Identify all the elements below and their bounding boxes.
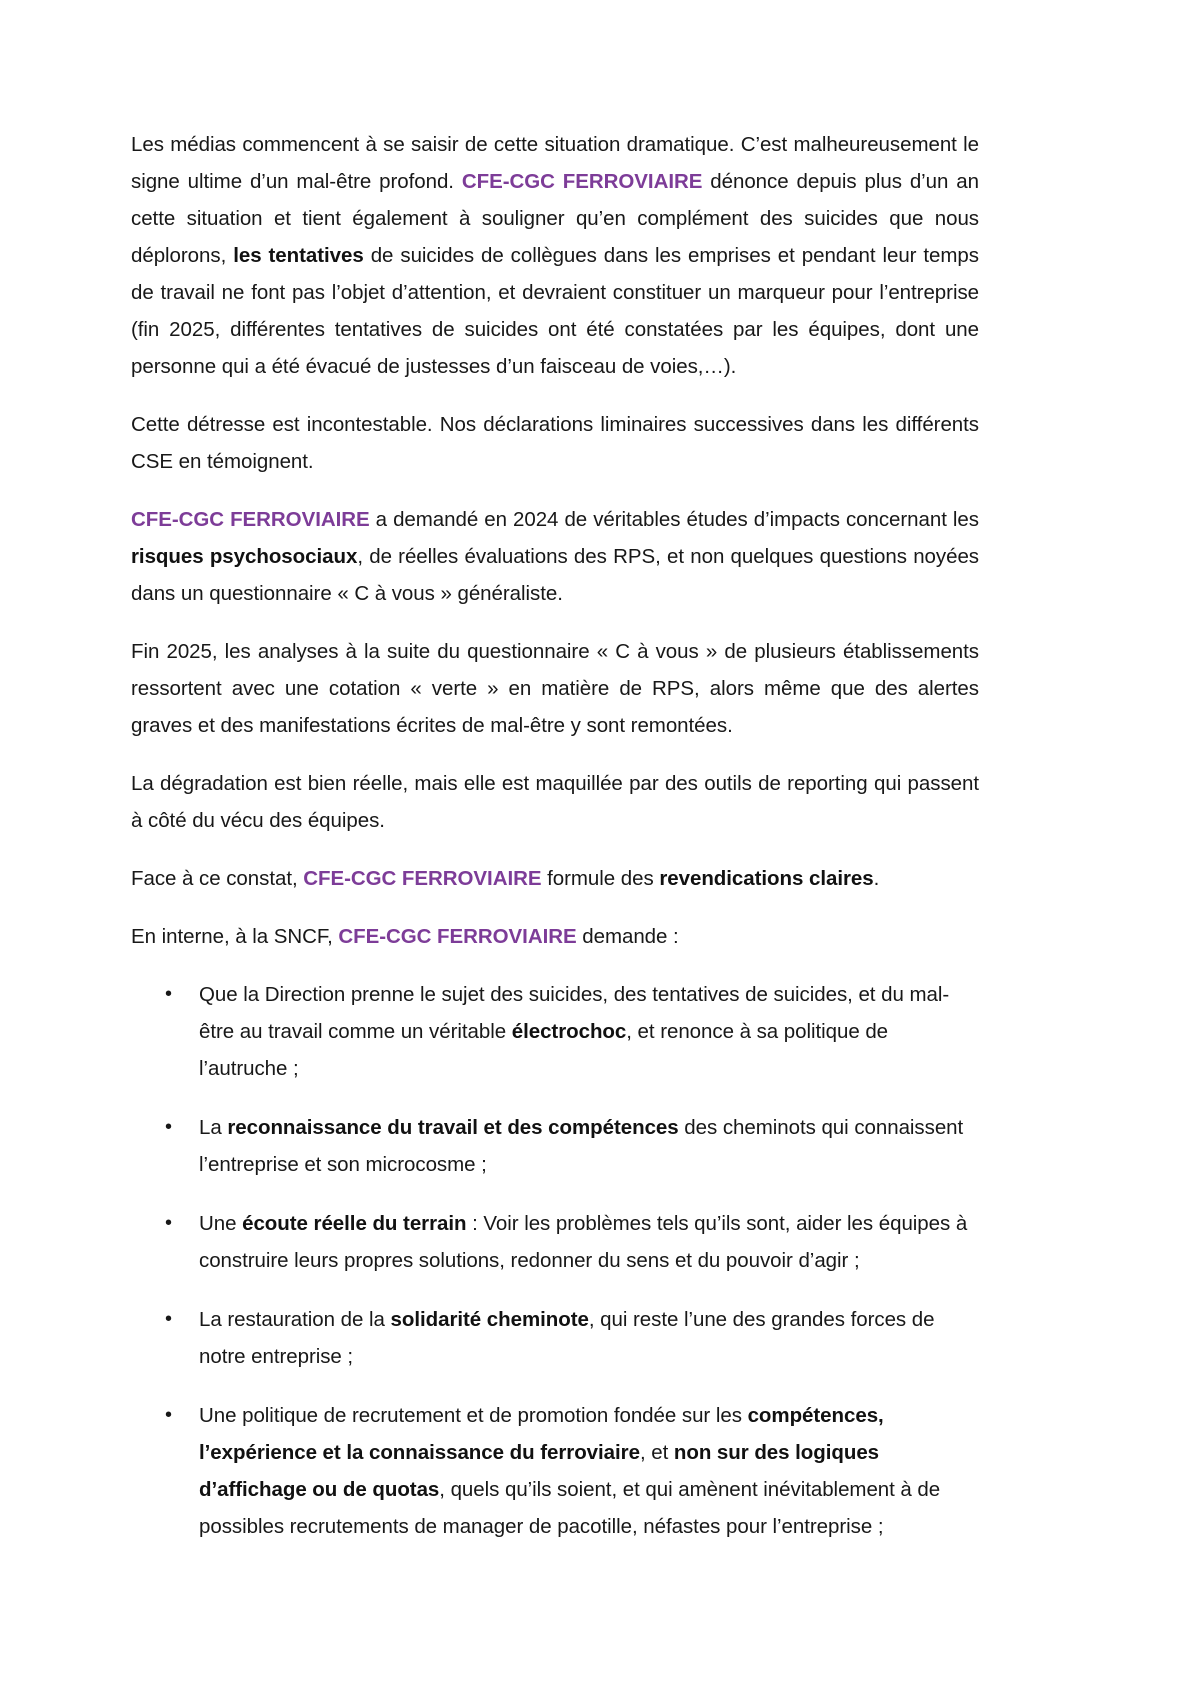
emphasis-non-sur-des-logiques-affichage-quotas: non sur des logiques d’affichage ou de quotas (199, 1441, 880, 1501)
brand-mention-cfe-cgc-ferroviaire: CFE-CGC FERROVIAIRE (461, 170, 703, 193)
emphasis-revendications-claires: revendications claires (659, 867, 874, 890)
text-segment: La (199, 1116, 228, 1139)
text-segment: , et renonce à sa politique de l’autruche ; (199, 1020, 889, 1080)
list-item-text (199, 976, 979, 1087)
bullet-icon: • (165, 1116, 172, 1138)
list-item (131, 1301, 979, 1375)
text-segment: : Voir les problèmes tels qu’ils sont, aider les équipes à construire leurs propres solutions, redonner du sens et du pouvoir d’agir ; (199, 1212, 968, 1272)
list-item (131, 976, 979, 1087)
text-segment: La dégradation est bien réelle, mais elle est maquillée par des outils de reporting qui passent à côté du vécu des équipes. (131, 772, 979, 832)
paragraph-analyses-questionnaire (131, 633, 979, 744)
list-item-text (199, 1205, 979, 1279)
text-segment: Une politique de recrutement et de promotion fondée sur les (199, 1404, 748, 1427)
emphasis-risques-psychosociaux: risques psychosociaux (131, 545, 358, 568)
text-segment: Cette détresse est incontestable. Nos déclarations liminaires successives dans les différents CSE en témoignent. (131, 413, 979, 473)
text-segment: , qui reste l’une des grandes forces de notre entreprise ; (199, 1308, 935, 1368)
emphasis-ecoute-reelle-du-terrain: écoute réelle du terrain (242, 1212, 467, 1235)
list-item-text (199, 1397, 979, 1545)
text-segment: Que la Direction prenne le sujet des suicides, des tentatives de suicides, et du mal-être au travail comme un véritable (199, 983, 950, 1043)
document-body (131, 126, 979, 1567)
text-segment: a demandé en 2024 de véritables études d’impacts concernant les (369, 508, 979, 531)
text-segment: , de réelles évaluations des RPS, et non quelques questions noyées dans un questionnaire « C à vous » généraliste. (131, 545, 980, 605)
emphasis-solidarite-cheminote: solidarité cheminote (390, 1308, 589, 1331)
brand-mention-cfe-cgc-ferroviaire: CFE-CGC FERROVIAIRE (131, 508, 370, 531)
emphasis-les-tentatives: les tentatives (233, 244, 364, 267)
bullet-icon: • (165, 1308, 172, 1330)
paragraph-revendications-claires (131, 860, 979, 897)
text-segment: Fin 2025, les analyses à la suite du questionnaire « C à vous » de plusieurs établissements ressortent avec une cotation « verte » en matière de RPS, alors même que des alertes graves et des manifestations écrites de mal-être y sont remontées. (131, 640, 979, 737)
text-segment: Une (199, 1212, 243, 1235)
paragraph-demande-interne-sncf (131, 918, 979, 955)
paragraph-degradation-reporting (131, 765, 979, 839)
text-segment: , et (639, 1441, 674, 1464)
text-segment: formule des (541, 867, 660, 890)
paragraph-etudes-impacts (131, 501, 979, 612)
text-segment: En interne, à la SNCF, (131, 925, 339, 948)
paragraph-detresse-incontestable (131, 406, 979, 480)
text-segment: des cheminots qui connaissent l’entreprise et son microcosme ; (199, 1116, 964, 1176)
list-item (131, 1205, 979, 1279)
list-item-text (199, 1109, 979, 1183)
brand-mention-cfe-cgc-ferroviaire: CFE-CGC FERROVIAIRE (303, 867, 542, 890)
text-segment: , quels qu’ils soient, et qui amènent inévitablement à de possibles recrutements de manager de pacotille, néfastes pour l’entreprise ; (199, 1478, 941, 1538)
text-segment: Face à ce constat, (131, 867, 304, 890)
text-segment: dénonce depuis plus d’un an cette situation et tient également à souligner qu’en complément des suicides que nous déplorons, (131, 170, 979, 267)
list-item-text (199, 1301, 979, 1375)
text-segment: de suicides de collègues dans les emprises et pendant leur temps de travail ne font pas l’objet d’attention, et devraient constituer un marqueur pour l’entreprise (fin 2025, différentes tentatives de suicides ont été constatées par les équipes, dont une personne qui a été évacué de justesses d’un faisceau de voies,…). (131, 244, 979, 378)
emphasis-reconnaissance-travail-competences: reconnaissance du travail et des compétences (227, 1116, 679, 1139)
bullet-icon: • (165, 983, 172, 1005)
text-segment: . (873, 867, 880, 890)
brand-mention-cfe-cgc-ferroviaire: CFE-CGC FERROVIAIRE (338, 925, 577, 948)
text-segment: demande : (576, 925, 679, 948)
text-segment: La restauration de la (199, 1308, 391, 1331)
list-item (131, 1397, 979, 1545)
list-item (131, 1109, 979, 1183)
bullet-icon: • (165, 1212, 172, 1234)
text-segment: Les médias commencent à se saisir de cette situation dramatique. C’est malheureusement le signe ultime d’un mal-être profond. (131, 133, 979, 193)
demands-list (131, 976, 979, 1545)
emphasis-electrochoc: électrochoc (511, 1020, 627, 1043)
emphasis-competences-experience-connaissance: compétences, l’expérience et la connaissance du ferroviaire (199, 1404, 884, 1464)
paragraph-media-coverage (131, 126, 979, 385)
bullet-icon: • (165, 1404, 172, 1426)
